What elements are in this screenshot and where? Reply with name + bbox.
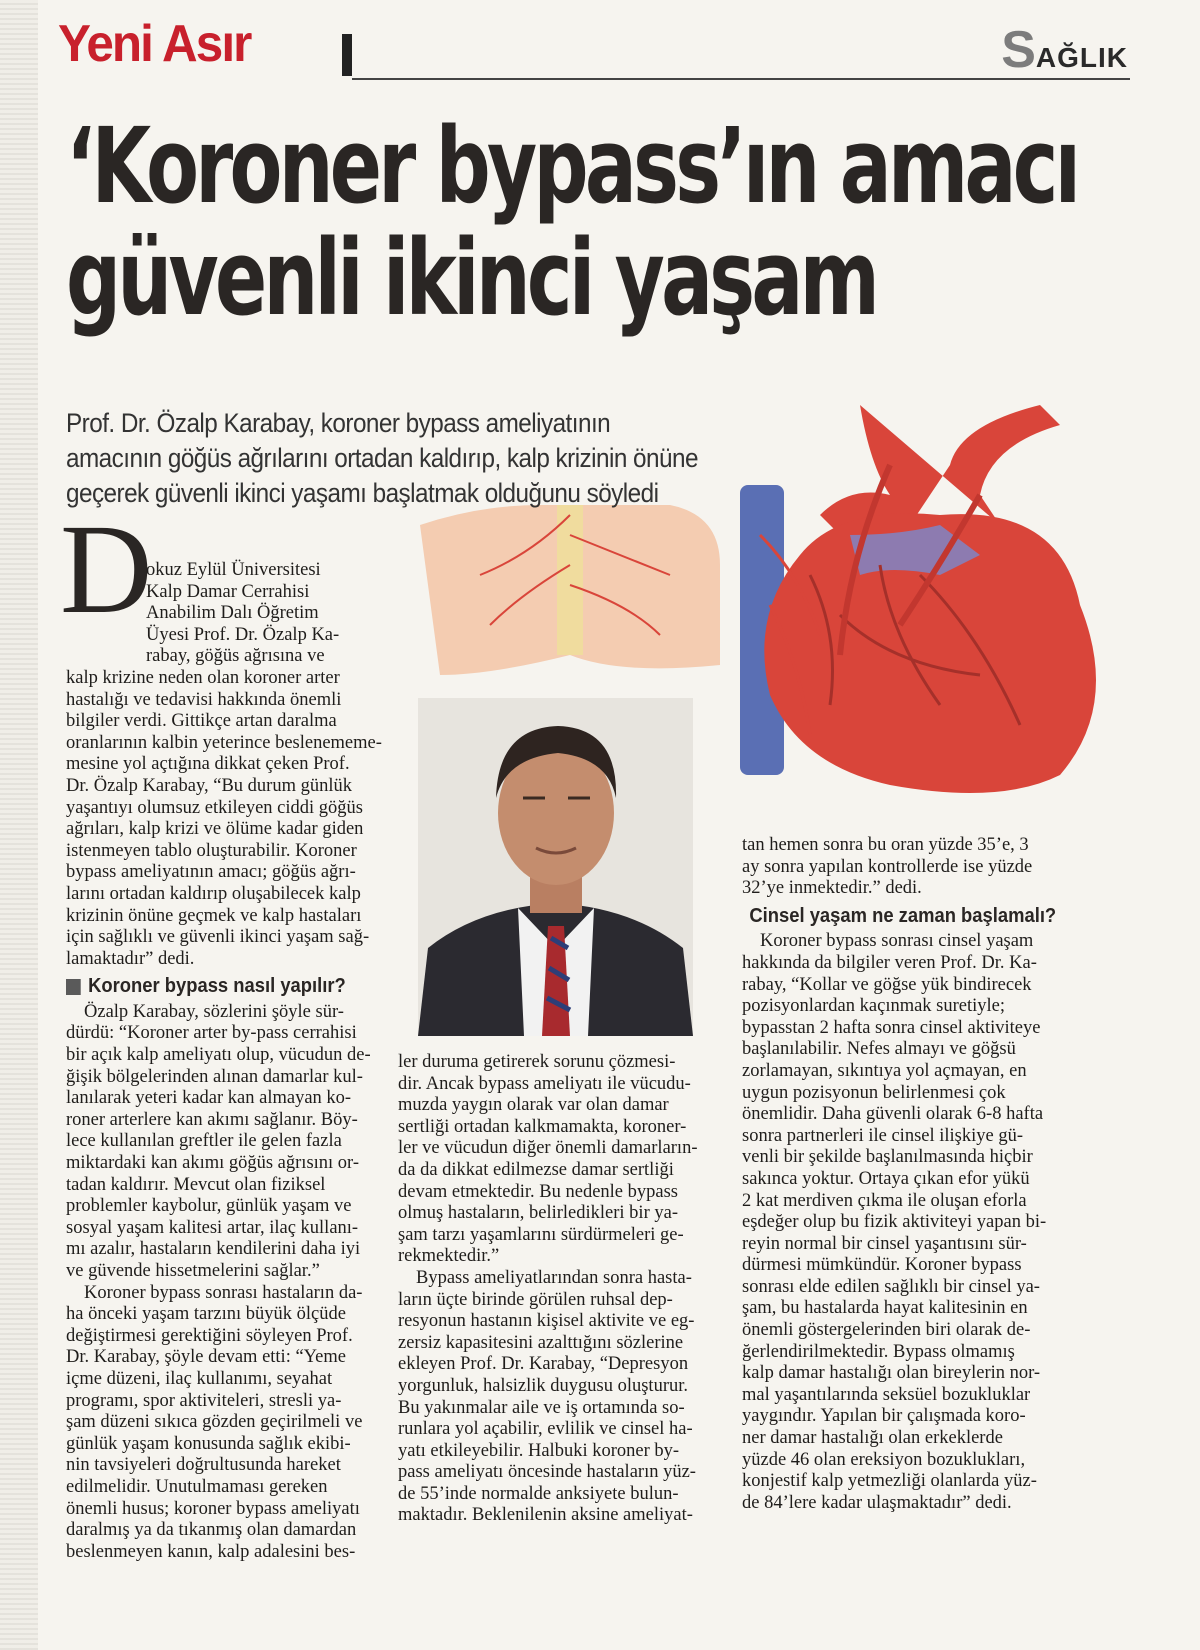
- text-line: roner arterlere kan akımı sağlanır. Böy-: [66, 1109, 358, 1130]
- text-line: bypasstan 2 hafta sonra cinsel aktiviteye: [742, 1017, 1041, 1038]
- text-line: yorgunluk, halsizlik duygusu oluşturur.: [398, 1375, 689, 1396]
- text-line: sosyal yaşam kalitesi artar, ilaç kullanı-: [66, 1217, 359, 1238]
- text-line: hakkında da bilgiler veren Prof. Dr. Ka-: [742, 952, 1037, 973]
- text-line: istenmeyen tablo oluşturabilir. Koroner: [66, 840, 357, 861]
- text-line: bir açık kalp ameliyatı olup, vücudun de-: [66, 1045, 371, 1066]
- text-line: lece kullanılan greftler ile gelen fazla: [66, 1131, 342, 1152]
- deck-line: amacının göğüs ağrılarını ortadan kaldırıp, kalp krizinin önüne: [66, 443, 698, 473]
- text-line: yaygındır. Yapılan bir çalışmada koro-: [742, 1406, 1026, 1427]
- text-line: yaşantıyı olumsuz etkileyen ciddi göğüs: [66, 797, 363, 818]
- text-line: rabay, göğüs ağrısına ve: [146, 646, 325, 667]
- text-line: ağrıları, kalp krizi ve ölüme kadar giden: [66, 819, 364, 840]
- section-rest: AĞLIK: [1035, 42, 1128, 73]
- text-line: okuz Eylül Üniversitesi: [146, 560, 321, 580]
- text-line: için sağlıklı ve güvenli ikinci yaşam sağ-: [66, 927, 370, 948]
- text-line: Özalp Karabay, sözlerini şöyle sür-: [84, 1001, 344, 1022]
- text-line: eşdeğer olup bu fizik aktiviteyi yapan bi-: [742, 1212, 1047, 1233]
- subhead-square-icon: [66, 979, 81, 995]
- portrait-figure: [418, 698, 693, 1036]
- text-line: de 55’inde normalde anksiyete bulun-: [398, 1483, 679, 1504]
- text-line: Üyesi Prof. Dr. Özalp Ka-: [146, 624, 340, 645]
- text-line: tadan kaldırır. Mevcut olan fiziksel: [66, 1174, 326, 1195]
- deck-line: Prof. Dr. Özalp Karabay, koroner bypass ameliyatının: [66, 408, 611, 438]
- text-line: lanılarak yeteri kadar kan almayan ko-: [66, 1088, 352, 1109]
- text-line: miktardaki kan akımı göğüs ağrısını or-: [66, 1153, 360, 1174]
- text-line: beslenmeyen kanın, kalp adalesini bes-: [66, 1541, 356, 1562]
- text-line: mal yaşantılarında seksüel bozukluklar: [742, 1384, 1031, 1405]
- text-line: Koroner bypass sonrası hastaların da-: [84, 1282, 363, 1303]
- text-line: Dr. Karabay, şöyle devam etti: “Yeme: [66, 1347, 346, 1368]
- text-line: resyonun hastanın kişisel aktivite ve eg-: [398, 1311, 695, 1332]
- text-line: edilmelidir. Unutulmaması gereken: [66, 1476, 328, 1497]
- section-label: [1001, 20, 1128, 80]
- text-line: da da dikkat edilmezse damar sertliği: [398, 1159, 674, 1180]
- text-line: mı azalır, hastaların kendilerini daha iyi: [66, 1239, 361, 1260]
- headline-line-2: güvenli ikinci yaşam: [66, 217, 877, 339]
- text-line: sonrası elde edilen sağlıklı bir cinsel ya-: [742, 1276, 1040, 1297]
- text-line: oranlarının kalbin yeterince beslenememe-: [66, 732, 382, 753]
- text-line: larını ortadan kaldırıp oluşabilecek kalp: [66, 883, 361, 904]
- text-line: venli bir şekilde başlanılmasında hiçbir: [742, 1147, 1033, 1168]
- text-line: 2 kat merdiven çıkma ile oluşan eforla: [742, 1190, 1027, 1211]
- article-column-2: [398, 1052, 718, 1527]
- text-line: zorlamayan, sıkıntıya yol açmayan, en: [742, 1060, 1027, 1081]
- text-line: dürmesi mümkündür. Koroner bypass: [742, 1255, 1022, 1276]
- portrait-photo: [418, 698, 693, 1036]
- article-column-1: [66, 560, 388, 1563]
- headline-line-1: ‘Koroner bypass’ın amacı: [66, 105, 1078, 227]
- text-line: programı, spor aktiviteleri, stresli ya-: [66, 1390, 342, 1411]
- text-line: zersiz kapasitesini azalttığını sözlerine: [398, 1332, 684, 1353]
- text-line: ekleyen Prof. Dr. Karabay, “Depresyon: [398, 1354, 689, 1375]
- text-line: yüzde 46 olan ereksiyon bozuklukları,: [742, 1449, 1026, 1470]
- text-line: Bypass ameliyatlarından sonra hasta-: [416, 1267, 692, 1288]
- text-line: rabay, “Kollar ve göğse yük bindirecek: [742, 974, 1032, 995]
- text-line: daralmış ya da tıkanmış olan damardan: [66, 1520, 357, 1541]
- text-line: içme düzeni, ilaç kullanımı, seyahat: [66, 1368, 333, 1389]
- text-line: kalp krizine neden olan koroner arter: [66, 667, 340, 688]
- deck-line: geçerek güvenli ikinci yaşamı başlatmak olduğunu söyledi: [66, 478, 659, 508]
- text-line: değiştirmesi gerektiğini söyleyen Prof.: [66, 1325, 353, 1346]
- text-line: rekmektedir.”: [398, 1246, 500, 1267]
- text-line: maktadır. Beklenilenin aksine ameliyat-: [398, 1505, 693, 1526]
- text-line: şam düzeni sıkıca gözden geçirilmeli ve: [66, 1412, 363, 1433]
- masthead-divider: [342, 34, 352, 76]
- text-line: pozisyonlardan kaçınmak suretiyle;: [742, 996, 1006, 1017]
- text-line: kalp damar hastalığı olan bireylerin nor-: [742, 1363, 1041, 1384]
- text-line: önemli göstergelerinden biri olarak de-: [742, 1320, 1031, 1341]
- text-line: bilgiler verdi. Gittikçe artan daralma: [66, 711, 337, 732]
- text-line: Bu yakınmalar aile ve iş ortamında so-: [398, 1397, 685, 1418]
- text-line: ların üçte birinde görülen ruhsal dep-: [398, 1289, 673, 1310]
- text-line: problemler kaybolur, günlük yaşam ve: [66, 1196, 352, 1217]
- text-line: Kalp Damar Cerrahisi: [146, 581, 310, 602]
- text-line: reyin normal bir cinsel yaşantısını sür-: [742, 1233, 1027, 1254]
- text-line: muzda yaygın olarak var olan damar: [398, 1095, 669, 1116]
- text-line: şam, bu hastalarda hayat kalitesinin en: [742, 1298, 1028, 1319]
- text-line: uygun pozisyonun belirlenmesi çok: [742, 1082, 1006, 1103]
- text-line: yatı etkileyebilir. Halbuki koroner by-: [398, 1440, 680, 1461]
- masthead-logo: Yeni Asır: [58, 15, 251, 73]
- subhead-text: Cinsel yaşam ne zaman başlamalı?: [749, 904, 1057, 927]
- text-line: sakınca yoktur. Ortaya çıkan efor yükü: [742, 1168, 1030, 1189]
- text-line: tan hemen sonra bu oran yüzde 35’e, 3: [742, 835, 1029, 855]
- text-line: lamaktadır” dedi.: [66, 948, 195, 969]
- text-line: sertliği ortadan kalkmamakta, koroner-: [398, 1116, 687, 1137]
- dropcap: D: [60, 498, 153, 640]
- text-line: önemlidir. Daha güvenli olarak 6-8 hafta: [742, 1104, 1044, 1125]
- text-line: sonra partnerleri ile cinsel ilişkiye gü-: [742, 1125, 1024, 1146]
- text-line: krizinin önüne geçmek ve kalp hastaları: [66, 905, 362, 926]
- text-line: 32’ye inmektedir.” dedi.: [742, 878, 922, 899]
- text-line: ğişik bölgelerinden alınan damarlar kul-: [66, 1066, 363, 1087]
- section-initial: S: [1001, 21, 1036, 79]
- article-column-3: [742, 835, 1068, 1514]
- text-line: başlanılabilir. Nefes almayı ve göğsü: [742, 1039, 1016, 1060]
- text-line: ler ve vücudun diğer önemli damarların-: [398, 1138, 698, 1159]
- text-line: günlük yaşam konusunda sağlık ekibi-: [66, 1433, 351, 1454]
- text-line: devam etmektedir. Bu nedenle bypass: [398, 1181, 678, 1202]
- text-line: önemli husus; koroner bypass ameliyatı: [66, 1498, 360, 1519]
- text-line: konjestif kalp yetmezliği olanlarda yüz-: [742, 1471, 1037, 1492]
- text-line: pass ameliyatı öncesinde hastaların yüz-: [398, 1462, 696, 1483]
- text-line: runlara yol açabilir, evlilik ve cinsel ha-: [398, 1419, 693, 1440]
- text-line: ha önceki yaşam tarzını büyük ölçüde: [66, 1304, 346, 1325]
- text-line: Dr. Özalp Karabay, “Bu durum günlük: [66, 775, 352, 796]
- text-line: nin tavsiyeleri doğrultusunda hareket: [66, 1455, 341, 1476]
- text-line: şam tarzı yaşamlarını sürdürmeleri ge-: [398, 1224, 684, 1245]
- text-line: ay sonra yapılan kontrollerde ise yüzde: [742, 856, 1033, 877]
- text-line: ler duruma getirerek sorunu çözmesi-: [398, 1052, 676, 1072]
- subhead-sexual-life: [742, 904, 1057, 928]
- text-line: dürdü: “Koroner arter by-pass cerrahisi: [66, 1023, 357, 1044]
- text-line: Koroner bypass sonrası cinsel yaşam: [760, 931, 1034, 952]
- text-line: bypass ameliyatının amacı; göğüs ağrı-: [66, 862, 356, 883]
- text-line: dir. Ancak bypass ameliyatı ile vücudu-: [398, 1073, 691, 1094]
- text-line: olmuş hastaların, belirledikleri bir ya-: [398, 1203, 678, 1224]
- subhead-how-bypass: [66, 976, 362, 998]
- text-line: Anabilim Dalı Öğretim: [146, 603, 319, 624]
- text-line: ğerlendirilmektedir. Bypass olmamış: [742, 1341, 1015, 1362]
- text-line: ner damar hastalığı olan erkeklerde: [742, 1428, 1003, 1449]
- text-line: hastalığı ve tedavisi hakkında önemli: [66, 689, 342, 710]
- text-line: de 84’lere kadar ulaşmaktadır” dedi.: [742, 1492, 1012, 1513]
- headline: [66, 105, 1078, 339]
- deck: [66, 406, 716, 511]
- text-line: ve güvende hissetmelerini sağlar.”: [66, 1261, 320, 1281]
- subhead-text: Koroner bypass nasıl yapılır?: [88, 975, 346, 998]
- text-line: mesine yol açtığına dikkat çeken Prof.: [66, 754, 350, 775]
- scan-edge: [0, 0, 38, 1650]
